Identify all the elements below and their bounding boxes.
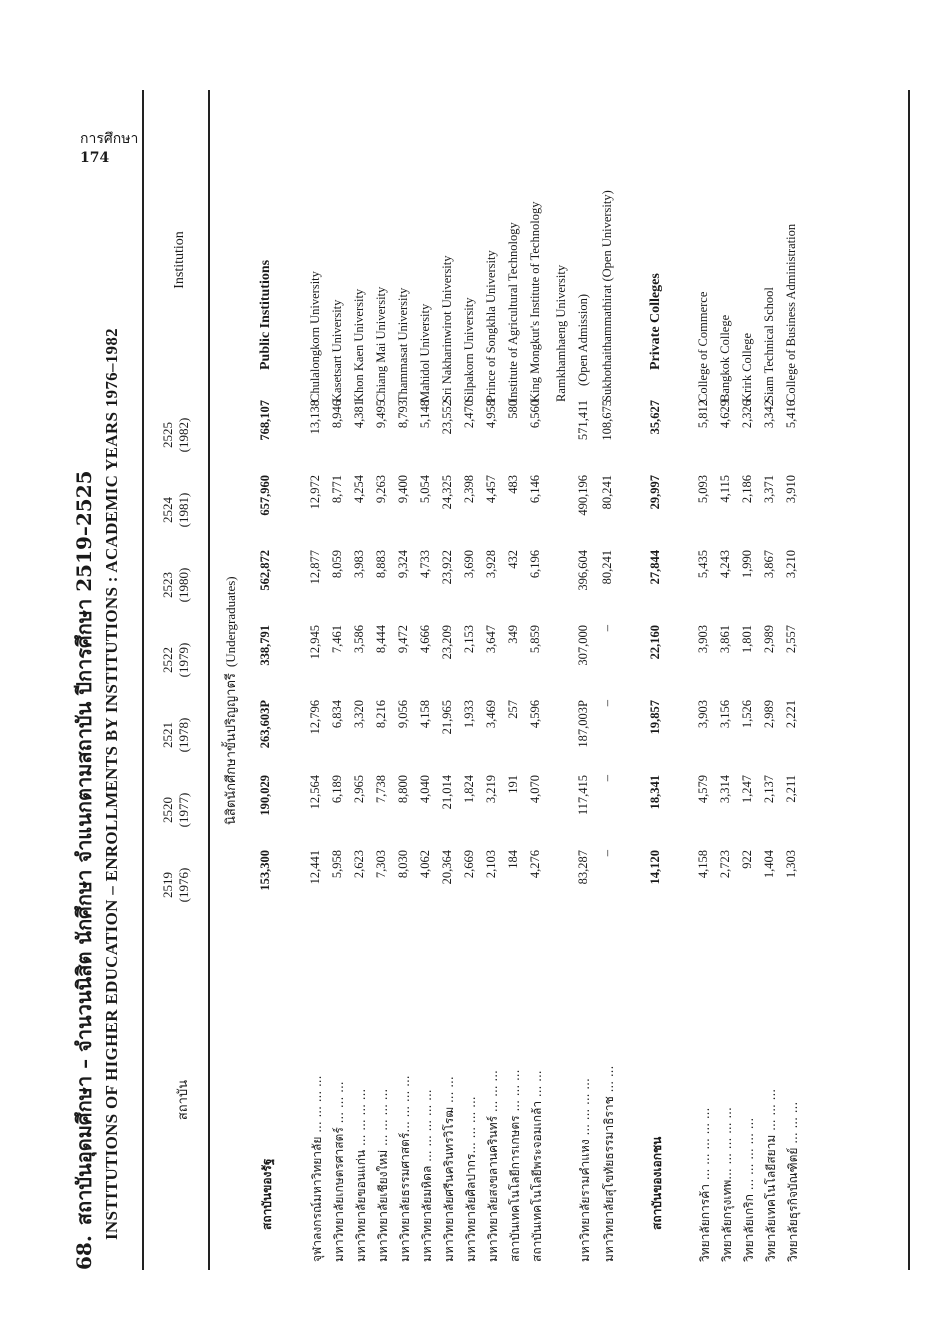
row-label-thai: มหาวิทยาลัยมหิดล ... ... ... ... ... xyxy=(420,1089,434,1262)
row-value: 8,946 xyxy=(330,400,344,429)
table-row xyxy=(696,90,718,1270)
row-label-thai: มหาวิทยาลัยขอนแก่น ... ... ... ... xyxy=(354,1088,368,1262)
row-label-thai: วิทยาลัยกรุงเทพ... ... ... ... ... xyxy=(720,1107,734,1262)
row-value: 4,457 xyxy=(484,475,498,504)
row-value: 80,241 xyxy=(600,475,614,510)
row-value: 80,241 xyxy=(600,550,614,585)
row-value: 8,030 xyxy=(396,850,410,879)
table-row xyxy=(740,90,762,1270)
table-title-thai xyxy=(68,90,100,1270)
row-label-thai: สถาบันเทคโนโลยีพระจอมเกล้า ... ... xyxy=(530,1070,544,1262)
row-value: 3,314 xyxy=(718,775,732,804)
section-label: การศึกษา xyxy=(80,131,139,147)
row-value: 9,056 xyxy=(396,700,410,729)
row-value: 9,472 xyxy=(396,625,410,654)
row-value: 18,341 xyxy=(648,775,662,810)
row-value: 432 xyxy=(506,550,520,569)
row-value: 21,965 xyxy=(440,700,454,735)
row-label-thai: สถาบันเทคโนโลยีการเกษตร ... ... ... xyxy=(508,1069,522,1262)
row-label-english: Institute of Agricultural Technology xyxy=(506,222,520,402)
row-value: 5,416 xyxy=(784,400,798,429)
table-group-row xyxy=(258,90,280,1270)
row-value: 8,793 xyxy=(396,400,410,429)
row-value: 6,560 xyxy=(528,400,542,429)
row-value: 2,669 xyxy=(462,850,476,879)
row-value: 2,153 xyxy=(462,625,476,654)
row-value: 2,326 xyxy=(740,400,754,429)
row-label-english: Siam Technical School xyxy=(762,287,776,402)
row-label-thai: วิทยาลัยการค้า ... ... ... ... ... xyxy=(698,1107,712,1262)
row-value: 9,495 xyxy=(374,400,388,429)
row-value: 6,189 xyxy=(330,775,344,804)
row-value: 8,883 xyxy=(374,550,388,579)
row-label-thai: สถาบันของเอกชน xyxy=(650,1136,664,1230)
row-value: 490,196 xyxy=(576,475,590,516)
row-value: 2,211 xyxy=(784,775,798,803)
table-row xyxy=(374,90,396,1270)
row-label-english: Thammasat University xyxy=(396,287,410,402)
row-value: 4,958 xyxy=(484,400,498,429)
row-value: 657,960 xyxy=(258,475,272,516)
table-row xyxy=(484,90,506,1270)
row-label-english: College of Business Administration xyxy=(784,223,798,402)
table-row xyxy=(440,90,462,1270)
row-value: 3,586 xyxy=(352,625,366,654)
row-value: 6,834 xyxy=(330,700,344,729)
header-rule xyxy=(208,90,210,1270)
row-value: 23,552 xyxy=(440,400,454,435)
row-value: 187,003P xyxy=(576,700,590,748)
row-value: 307,000 xyxy=(576,625,590,666)
row-value: 3,210 xyxy=(784,550,798,579)
column-header-english: Institution xyxy=(172,231,187,289)
row-value: 12,564 xyxy=(308,775,322,810)
row-label-thai: วิทยาลัยเทคโนโลยีสยาม ... ... ... xyxy=(764,1088,778,1262)
row-value: 12,945 xyxy=(308,625,322,660)
row-label-thai: มหาวิทยาลัยเกษตรศาสตร์ ... ... ... xyxy=(332,1081,346,1262)
row-value: 1,247 xyxy=(740,775,754,804)
table-row xyxy=(396,90,418,1270)
row-label-english: Kasetsart University xyxy=(330,299,344,402)
row-value: 3,903 xyxy=(696,700,710,729)
row-value: 2,186 xyxy=(740,475,754,504)
column-header-year: 2525 (1982) xyxy=(160,417,191,453)
row-value: 153,300 xyxy=(258,850,272,891)
row-value: 1,933 xyxy=(462,700,476,729)
row-value: – xyxy=(600,775,614,782)
row-value: 9,263 xyxy=(374,475,388,504)
table-row xyxy=(352,90,374,1270)
table-row xyxy=(418,90,440,1270)
row-label-english: Chiang Mai University xyxy=(374,286,388,402)
row-value: 1,990 xyxy=(740,550,754,579)
row-label-english: Silpakorn University xyxy=(462,297,476,402)
top-rule xyxy=(142,90,144,1270)
row-value: 2,989 xyxy=(762,700,776,729)
table-title-thai-text: สถาบันอุดมศึกษา – จำนวนนิสิต นักศึกษา จำแนกตามสถาบัน ปีการศึกษา 2519–2525 xyxy=(72,470,96,1226)
row-value: 14,120 xyxy=(648,850,662,885)
row-value: 117,415 xyxy=(576,775,590,816)
row-label-english: Bangkok College xyxy=(718,314,732,402)
table-number: 68. xyxy=(72,1235,96,1270)
row-value: 2,557 xyxy=(784,625,798,654)
row-value: 3,469 xyxy=(484,700,498,729)
column-header-year: 2520 (1977) xyxy=(160,792,191,828)
row-value: 6,196 xyxy=(528,550,542,579)
row-value: 4,158 xyxy=(696,850,710,879)
row-value: 3,647 xyxy=(484,625,498,654)
page-number: 174 xyxy=(80,150,110,166)
row-value: 9,324 xyxy=(396,550,410,579)
row-value: 2,221 xyxy=(784,700,798,729)
row-value: 2,103 xyxy=(484,850,498,879)
table-row xyxy=(308,90,330,1270)
row-label-english: Sukhothaithammathirat (Open University) xyxy=(600,190,614,402)
table-row xyxy=(784,90,806,1270)
row-value: 8,216 xyxy=(374,700,388,729)
row-value: 21,014 xyxy=(440,775,454,810)
row-value: 3,910 xyxy=(784,475,798,504)
row-value: 263,603P xyxy=(258,700,272,749)
subheading-thai: นิสิตนักศึกษาขั้นปริญญาตรี xyxy=(224,673,239,825)
row-value: 562,872 xyxy=(258,550,272,591)
row-value: 13,138 xyxy=(308,400,322,435)
column-header-year: 2519 (1976) xyxy=(160,867,191,903)
row-value: 4,276 xyxy=(528,850,542,879)
row-value: 184 xyxy=(506,850,520,869)
row-value: 83,287 xyxy=(576,850,590,885)
row-value: 12,972 xyxy=(308,475,322,510)
row-value: 4,243 xyxy=(718,550,732,579)
row-value: – xyxy=(600,850,614,857)
row-value: 4,062 xyxy=(418,850,432,879)
row-value: 24,325 xyxy=(440,475,454,510)
row-value: 3,371 xyxy=(762,475,776,504)
row-label-thai: มหาวิทยาลัยสงขลานครินทร์ ... ... ... xyxy=(486,1070,500,1262)
table-group-row xyxy=(648,90,670,1270)
table-row xyxy=(554,90,576,1270)
row-value: 3,983 xyxy=(352,550,366,579)
row-value: 571,411 xyxy=(576,400,590,441)
row-value: 3,156 xyxy=(718,700,732,729)
column-header-year: 2522 (1979) xyxy=(160,642,191,678)
row-label-english: Sri Nakharinwirot University xyxy=(440,255,454,402)
row-value: 922 xyxy=(740,850,754,869)
column-header-year: 2524 (1981) xyxy=(160,492,191,528)
row-value: 7,303 xyxy=(374,850,388,879)
row-value: 4,040 xyxy=(418,775,432,804)
row-value: 4,596 xyxy=(528,700,542,729)
row-value: 5,054 xyxy=(418,475,432,504)
row-label-english: Khon Kaen University xyxy=(352,288,366,402)
row-value: 1,526 xyxy=(740,700,754,729)
row-value: 3,320 xyxy=(352,700,366,729)
row-label-english: Private Colleges xyxy=(648,273,663,370)
row-value: – xyxy=(600,625,614,632)
row-value: 1,801 xyxy=(740,625,754,654)
column-header-year: 2523 (1980) xyxy=(160,567,191,603)
row-value: 6,146 xyxy=(528,475,542,504)
row-value: 4,158 xyxy=(418,700,432,729)
row-value: 7,738 xyxy=(374,775,388,804)
row-value: 190,029 xyxy=(258,775,272,816)
row-value: 3,690 xyxy=(462,550,476,579)
row-label-english: (Open Admission) xyxy=(576,293,590,386)
row-value: 8,800 xyxy=(396,775,410,804)
row-value: 29,997 xyxy=(648,475,662,510)
row-value: 12,796 xyxy=(308,700,322,735)
table-row xyxy=(506,90,528,1270)
row-value: 8,059 xyxy=(330,550,344,579)
row-value: 4,381 xyxy=(352,400,366,429)
row-value: 12,877 xyxy=(308,550,322,585)
row-value: 4,629 xyxy=(718,400,732,429)
row-value: 3,928 xyxy=(484,550,498,579)
row-value: 2,965 xyxy=(352,775,366,804)
row-value: 3,903 xyxy=(696,625,710,654)
row-value: 1,824 xyxy=(462,775,476,804)
row-value: 1,303 xyxy=(784,850,798,879)
row-value: 27,844 xyxy=(648,550,662,585)
table-row xyxy=(600,90,622,1270)
row-value: 349 xyxy=(506,625,520,644)
row-value: 8,444 xyxy=(374,625,388,654)
subheading xyxy=(220,576,241,825)
row-value: 2,623 xyxy=(352,850,366,879)
row-value: 4,666 xyxy=(418,625,432,654)
row-label-english: Chulalongkorn University xyxy=(308,271,322,402)
row-value: 4,070 xyxy=(528,775,542,804)
row-label-thai: มหาวิทยาลัยสุโขทัยธรรมาธิราช ... ... xyxy=(602,1065,616,1262)
row-label-english: King Mongkut's Institute of Technology xyxy=(528,201,542,402)
row-value: 2,137 xyxy=(762,775,776,804)
column-header-thai: สถาบัน xyxy=(176,1079,191,1121)
row-value: 20,364 xyxy=(440,850,454,885)
row-value: 1,404 xyxy=(762,850,776,879)
row-value: 4,254 xyxy=(352,475,366,504)
row-value: 5,958 xyxy=(330,850,344,879)
row-value: 4,579 xyxy=(696,775,710,804)
row-value: 4,733 xyxy=(418,550,432,579)
row-label-english: Prince of Songkhla University xyxy=(484,250,498,402)
row-label-thai: สถาบันของรัฐ xyxy=(260,1158,274,1230)
row-value: 7,461 xyxy=(330,625,344,654)
row-value: 9,400 xyxy=(396,475,410,504)
row-value: 338,791 xyxy=(258,625,272,666)
table-row xyxy=(462,90,484,1270)
row-value: 2,398 xyxy=(462,475,476,504)
row-value: – xyxy=(600,700,614,707)
bottom-rule xyxy=(908,90,910,1270)
row-value: 22,160 xyxy=(648,625,662,660)
row-label-english: Mahidol University xyxy=(418,303,432,402)
table-row xyxy=(762,90,784,1270)
row-value: 5,435 xyxy=(696,550,710,579)
row-value: 2,989 xyxy=(762,625,776,654)
row-value: 12,441 xyxy=(308,850,322,885)
table-row xyxy=(330,90,352,1270)
row-value: 5,812 xyxy=(696,400,710,429)
row-label-thai: มหาวิทยาลัยธรรมศาสตร์... ... ... ... xyxy=(398,1075,412,1262)
row-label-thai: วิทยาลัยเกริก ... ... ... ... ... xyxy=(742,1117,756,1262)
row-label-english: Krirk College xyxy=(740,332,754,402)
row-label-thai: มหาวิทยาลัยศรีนครินทรวิโรฒ ... ... xyxy=(442,1076,456,1262)
row-value: 191 xyxy=(506,775,520,794)
row-value: 8,771 xyxy=(330,475,344,504)
subheading-english: (Undergraduates) xyxy=(223,576,238,668)
row-label-thai: วิทยาลัยธุรกิจบัณฑิตย์ ... ... ... xyxy=(786,1101,800,1262)
row-label-thai: จุฬาลงกรณ์มหาวิทยาลัย ... ... ... ... xyxy=(310,1075,324,1262)
row-label-english: College of Commerce xyxy=(696,291,710,402)
table-title-english: INSTITUTIONS OF HIGHER EDUCATION – ENROLLMENTS BY INSTITUTIONS : ACADEMIC YEARS 1976–1982 xyxy=(102,328,121,1240)
row-value: 3,861 xyxy=(718,625,732,654)
row-value: 768,107 xyxy=(258,400,272,441)
row-value: 5,859 xyxy=(528,625,542,654)
row-label-thai: มหาวิทยาลัยศิลปากร... ... ... ... xyxy=(464,1096,478,1262)
row-value: 23,922 xyxy=(440,550,454,585)
table-row xyxy=(576,90,598,1270)
row-value: 23,209 xyxy=(440,625,454,660)
row-value: 2,470 xyxy=(462,400,476,429)
row-label-english: Ramkhamhaeng University xyxy=(554,264,568,402)
row-value: 257 xyxy=(506,700,520,719)
row-value: 4,115 xyxy=(718,475,732,503)
column-header-year: 2521 (1978) xyxy=(160,717,191,753)
table-row xyxy=(718,90,740,1270)
row-value: 3,867 xyxy=(762,550,776,579)
rotated-table-page xyxy=(60,90,920,1270)
row-value: 5,093 xyxy=(696,475,710,504)
row-value: 483 xyxy=(506,475,520,494)
row-value: 108,675 xyxy=(600,400,614,441)
row-label-thai: มหาวิทยาลัยเชียงใหม่ ... ... ... ... xyxy=(376,1088,390,1262)
table-row xyxy=(528,90,550,1270)
row-value: 5,148 xyxy=(418,400,432,429)
row-value: 35,627 xyxy=(648,400,662,435)
row-value: 580 xyxy=(506,400,520,419)
row-value: 19,857 xyxy=(648,700,662,735)
row-label-thai: มหาวิทยาลัยรามคำแหง ... ... ... ... xyxy=(578,1078,592,1262)
row-value: 3,219 xyxy=(484,775,498,804)
row-value: 3,342 xyxy=(762,400,776,429)
row-value: 396,604 xyxy=(576,550,590,591)
row-label-english: Public Institutions xyxy=(258,259,273,370)
row-value: 2,723 xyxy=(718,850,732,879)
